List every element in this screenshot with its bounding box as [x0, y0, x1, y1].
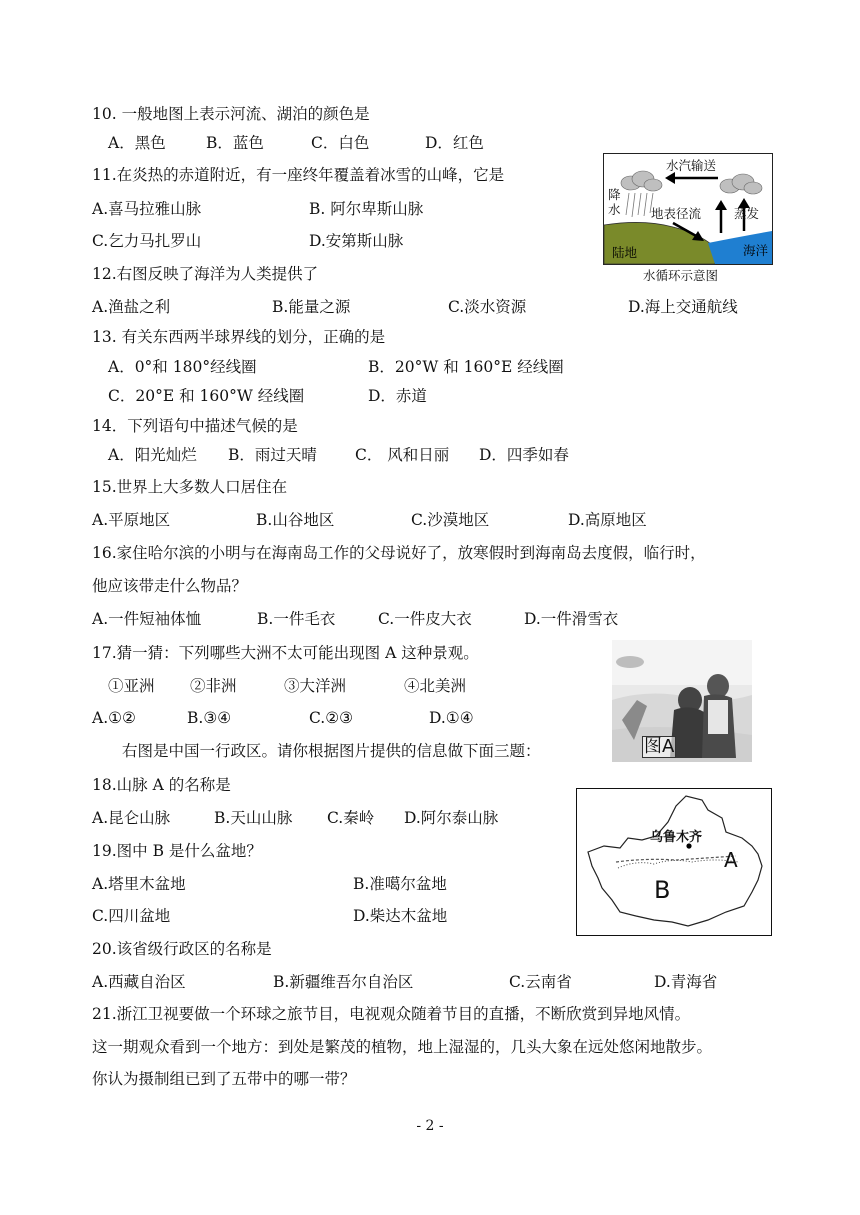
map-city-label: 乌鲁木齐: [650, 830, 703, 845]
q15-opt-c: C.沙漠地区: [411, 511, 490, 529]
q15-opt-a: A.平原地区: [92, 511, 171, 529]
q13-opt-a: A．0°和 180°经线圈: [108, 358, 257, 376]
q17-choice-3: ③大洋洲: [284, 677, 347, 695]
q20-opt-c: C.云南省: [509, 973, 572, 991]
q18-opt-d: D.阿尔泰山脉: [404, 809, 499, 827]
q16-opt-b: B.一件毛衣: [257, 610, 336, 628]
q13-opt-c: C．20°E 和 160°W 经线圈: [108, 387, 305, 405]
q12-opt-a: A.渔盐之利: [92, 298, 171, 316]
q21-stem-line2: 这一期观众看到一个地方：到处是繁茂的植物，地上湿湿的，几头大象在远处悠闲地散步。: [92, 1038, 713, 1056]
q11-stem: 11.在炎热的赤道附近，有一座终年覆盖着冰雪的山峰，它是: [92, 166, 505, 184]
q12-stem: 12.右图反映了海洋为人类提供了: [92, 265, 319, 283]
q17-choice-4: ④北美洲: [404, 677, 467, 695]
q17-opt-b: B.③④: [187, 709, 232, 727]
q19-opt-a: A.塔里木盆地: [92, 875, 186, 893]
q15-stem: 15.世界上大多数人口居住在: [92, 478, 288, 496]
q17-choice-2: ②非洲: [190, 677, 237, 695]
q20-opt-a: A.西藏自治区: [92, 973, 186, 991]
q12-opt-d: D.海上交通航线: [628, 298, 738, 316]
water-cycle-caption: 水循环示意图: [643, 268, 719, 283]
map-label-b: B: [654, 876, 671, 904]
q16-stem-line1: 16.家住哈尔滨的小明与在海南岛工作的父母说好了，放寒假时到海南岛去度假，临行时，: [92, 544, 706, 562]
q17-opt-c: C.②③: [309, 709, 354, 727]
q13-opt-d: D．赤道: [368, 387, 427, 405]
q17-opt-a: A.①②: [92, 709, 136, 727]
q16-opt-a: A.一件短袖体恤: [92, 610, 202, 628]
q11-opt-b: B. 阿尔卑斯山脉: [309, 200, 424, 218]
q11-opt-d: D.安第斯山脉: [309, 232, 404, 250]
q15-opt-d: D.高原地区: [568, 511, 647, 529]
q20-stem: 20.该省级行政区的名称是: [92, 940, 272, 958]
q18-opt-a: A.昆仑山脉: [92, 809, 171, 827]
label-transport: 水汽输送: [666, 158, 717, 173]
label-land: 陆地: [612, 245, 638, 260]
q19-opt-b: B.准噶尔盆地: [353, 875, 447, 893]
map-intro: 右图是中国一行政区。请你根据图片提供的信息做下面三题：: [122, 742, 541, 760]
q17-opt-d: D.①④: [429, 709, 474, 727]
q12-opt-c: C.淡水资源: [448, 298, 527, 316]
label-runoff: 地表径流: [651, 206, 702, 221]
q14-opt-c: C． 风和日丽: [355, 446, 450, 464]
q19-opt-d: D.柴达木盆地: [353, 907, 448, 925]
q12-opt-b: B.能量之源: [272, 298, 351, 316]
q20-opt-b: B.新疆维吾尔自治区: [273, 973, 414, 991]
q14-opt-a: A．阳光灿烂: [108, 446, 197, 464]
xinjiang-map: [576, 788, 772, 936]
label-evap: 蒸发: [734, 206, 760, 221]
q10-stem: 10. 一般地图上表示河流、湖泊的颜色是: [92, 105, 370, 123]
q19-stem: 19.图中 B 是什么盆地？: [92, 842, 262, 860]
q10-opt-b: B．蓝色: [206, 134, 264, 152]
q21-stem-line1: 21.浙江卫视要做一个环球之旅节目，电视观众随着节目的直播，不断欣赏到异地风情。: [92, 1005, 691, 1023]
q14-opt-d: D．四季如春: [479, 446, 569, 464]
q17-stem: 17.猜一猜：下列哪些大洲不太可能出现图 A 这种景观。: [92, 644, 479, 662]
q14-opt-b: B．雨过天晴: [228, 446, 317, 464]
q16-opt-c: C.一件皮大衣: [378, 610, 472, 628]
snow-scene-image: [612, 640, 752, 762]
q10-opt-a: A．黑色: [108, 134, 166, 152]
photo-label: 图A: [644, 736, 675, 757]
label-precip-2: 水: [608, 202, 621, 217]
xinjiang-map-figure: [576, 788, 772, 936]
q16-stem-line2: 他应该带走什么物品？: [92, 577, 248, 595]
q18-stem: 18.山脉 A 的名称是: [92, 776, 231, 794]
water-cycle-figure: [603, 153, 773, 283]
q14-stem: 14．下列语句中描述气候的是: [92, 417, 298, 435]
q19-opt-c: C.四川盆地: [92, 907, 171, 925]
q21-stem-line3: 你认为摄制组已到了五带中的哪一带？: [92, 1070, 356, 1088]
q20-opt-d: D.青海省: [654, 973, 718, 991]
q10-opt-c: C．白色: [311, 134, 370, 152]
q18-opt-b: B.天山山脉: [214, 809, 293, 827]
label-ocean: 海洋: [743, 243, 769, 258]
q17-choice-1: ①亚洲: [108, 677, 155, 695]
q18-opt-c: C.秦岭: [327, 809, 375, 827]
q16-opt-d: D.一件滑雪衣: [524, 610, 619, 628]
snow-photo-figure: [612, 640, 752, 762]
q13-opt-b: B．20°W 和 160°E 经线圈: [368, 358, 564, 376]
label-precip-1: 降: [608, 187, 621, 202]
q13-stem: 13. 有关东西两半球界线的划分，正确的是: [92, 328, 386, 346]
q11-opt-c: C.乞力马扎罗山: [92, 232, 202, 250]
q11-opt-a: A.喜马拉雅山脉: [92, 200, 202, 218]
q15-opt-b: B.山谷地区: [256, 511, 335, 529]
map-label-a: A: [724, 848, 738, 872]
q10-opt-d: D．红色: [425, 134, 484, 152]
page-number: - 2 -: [416, 1118, 444, 1134]
